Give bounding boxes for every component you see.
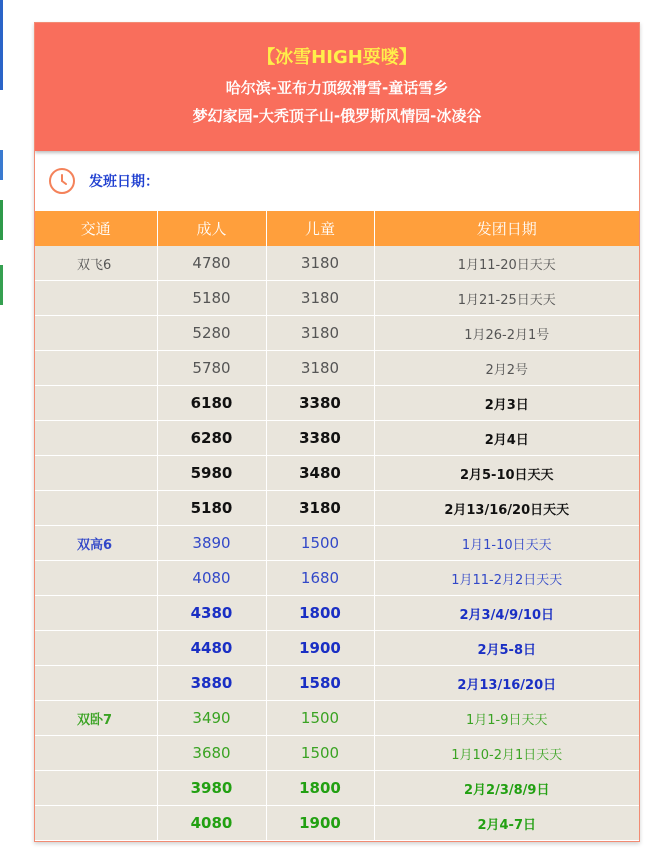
transport-cell: 双卧7 — [35, 701, 157, 736]
column-header-child: 儿童 — [266, 211, 374, 246]
transport-cell — [35, 666, 157, 701]
adult-price-cell: 4380 — [157, 596, 266, 631]
table-row — [35, 806, 639, 841]
child-price-cell: 3180 — [266, 351, 374, 386]
adult-price-cell: 4480 — [157, 631, 266, 666]
edge-segment — [0, 0, 3, 90]
transport-cell — [35, 771, 157, 806]
child-price-cell: 3180 — [266, 246, 374, 281]
departure-date-cell: 2月13/16/20日 — [374, 666, 639, 701]
edge-segment — [0, 150, 3, 180]
table-row — [35, 421, 639, 456]
departure-date-cell: 1月1-10日天天 — [374, 526, 639, 561]
adult-price-cell: 5280 — [157, 316, 266, 351]
route-line-1: 哈尔滨-亚布力顶级滑雪-童话雪乡 — [225, 79, 449, 97]
left-edge-strip — [0, 0, 3, 852]
table-row — [35, 561, 639, 596]
tour-title: 【冰雪HIGH耍喽】 — [257, 47, 417, 68]
adult-price-cell: 6280 — [157, 421, 266, 456]
adult-price-cell: 3490 — [157, 701, 266, 736]
table-row — [35, 701, 639, 736]
transport-cell — [35, 386, 157, 421]
adult-price-cell: 6180 — [157, 386, 266, 421]
departure-date-cell: 2月3/4/9/10日 — [374, 596, 639, 631]
table-row — [35, 351, 639, 386]
child-price-cell: 1800 — [266, 596, 374, 631]
adult-price-cell: 4080 — [157, 561, 266, 596]
departure-dates-heading — [35, 151, 639, 211]
adult-price-cell: 4080 — [157, 806, 266, 841]
transport-cell — [35, 281, 157, 316]
route-line-2: 梦幻家园-大秃顶子山-俄罗斯风情园-冰凌谷 — [192, 107, 482, 125]
clock-icon — [49, 168, 75, 194]
child-price-cell: 3180 — [266, 316, 374, 351]
transport-cell — [35, 421, 157, 456]
departure-date-cell: 2月5-8日 — [374, 631, 639, 666]
transport-cell — [35, 456, 157, 491]
table-row — [35, 456, 639, 491]
departure-date-cell: 1月11-2月2日天天 — [374, 561, 639, 596]
table-row — [35, 316, 639, 351]
edge-segment — [0, 200, 3, 240]
transport-cell — [35, 806, 157, 841]
table-row — [35, 771, 639, 806]
table-row — [35, 666, 639, 701]
transport-cell — [35, 631, 157, 666]
adult-price-cell: 3880 — [157, 666, 266, 701]
adult-price-cell: 4780 — [157, 246, 266, 281]
departure-date-cell: 2月13/16/20日天天 — [374, 491, 639, 526]
transport-cell: 双高6 — [35, 526, 157, 561]
column-header-transport: 交通 — [35, 211, 157, 246]
table-row — [35, 386, 639, 421]
tour-header — [35, 23, 639, 151]
child-price-cell: 1500 — [266, 736, 374, 771]
departure-date-cell: 2月3日 — [374, 386, 639, 421]
departure-date-cell: 1月26-2月1号 — [374, 316, 639, 351]
child-price-cell: 3480 — [266, 456, 374, 491]
departure-date-cell: 2月4-7日 — [374, 806, 639, 841]
child-price-cell: 1580 — [266, 666, 374, 701]
child-price-cell: 3380 — [266, 421, 374, 456]
table-row — [35, 246, 639, 281]
column-header-departure: 发团日期 — [374, 211, 639, 246]
table-header-row — [35, 211, 639, 246]
child-price-cell: 3180 — [266, 491, 374, 526]
adult-price-cell: 3890 — [157, 526, 266, 561]
child-price-cell: 3380 — [266, 386, 374, 421]
departure-date-cell: 2月4日 — [374, 421, 639, 456]
adult-price-cell: 3980 — [157, 771, 266, 806]
transport-cell: 双飞6 — [35, 246, 157, 281]
table-row — [35, 491, 639, 526]
transport-cell — [35, 491, 157, 526]
transport-cell — [35, 561, 157, 596]
child-price-cell: 3180 — [266, 281, 374, 316]
adult-price-cell: 5180 — [157, 491, 266, 526]
departure-date-cell: 1月11-20日天天 — [374, 246, 639, 281]
table-row — [35, 631, 639, 666]
departure-date-cell: 2月5-10日天天 — [374, 456, 639, 491]
adult-price-cell: 5180 — [157, 281, 266, 316]
departure-date-cell: 1月21-25日天天 — [374, 281, 639, 316]
child-price-cell: 1500 — [266, 526, 374, 561]
departure-date-cell: 2月2号 — [374, 351, 639, 386]
departure-date-cell: 2月2/3/8/9日 — [374, 771, 639, 806]
column-header-adult: 成人 — [157, 211, 266, 246]
child-price-cell: 1500 — [266, 701, 374, 736]
adult-price-cell: 5980 — [157, 456, 266, 491]
table-row — [35, 281, 639, 316]
child-price-cell: 1800 — [266, 771, 374, 806]
table-row — [35, 596, 639, 631]
table-row — [35, 736, 639, 771]
tour-card — [34, 22, 640, 842]
adult-price-cell: 3680 — [157, 736, 266, 771]
departure-date-cell: 1月10-2月1日天天 — [374, 736, 639, 771]
adult-price-cell: 5780 — [157, 351, 266, 386]
departure-date-cell: 1月1-9日天天 — [374, 701, 639, 736]
transport-cell — [35, 596, 157, 631]
price-table — [35, 211, 639, 841]
child-price-cell: 1900 — [266, 806, 374, 841]
edge-segment — [0, 265, 3, 305]
child-price-cell: 1680 — [266, 561, 374, 596]
transport-cell — [35, 736, 157, 771]
transport-cell — [35, 351, 157, 386]
child-price-cell: 1900 — [266, 631, 374, 666]
table-row — [35, 526, 639, 561]
dates-label: 发班日期： — [89, 174, 159, 190]
transport-cell — [35, 316, 157, 351]
